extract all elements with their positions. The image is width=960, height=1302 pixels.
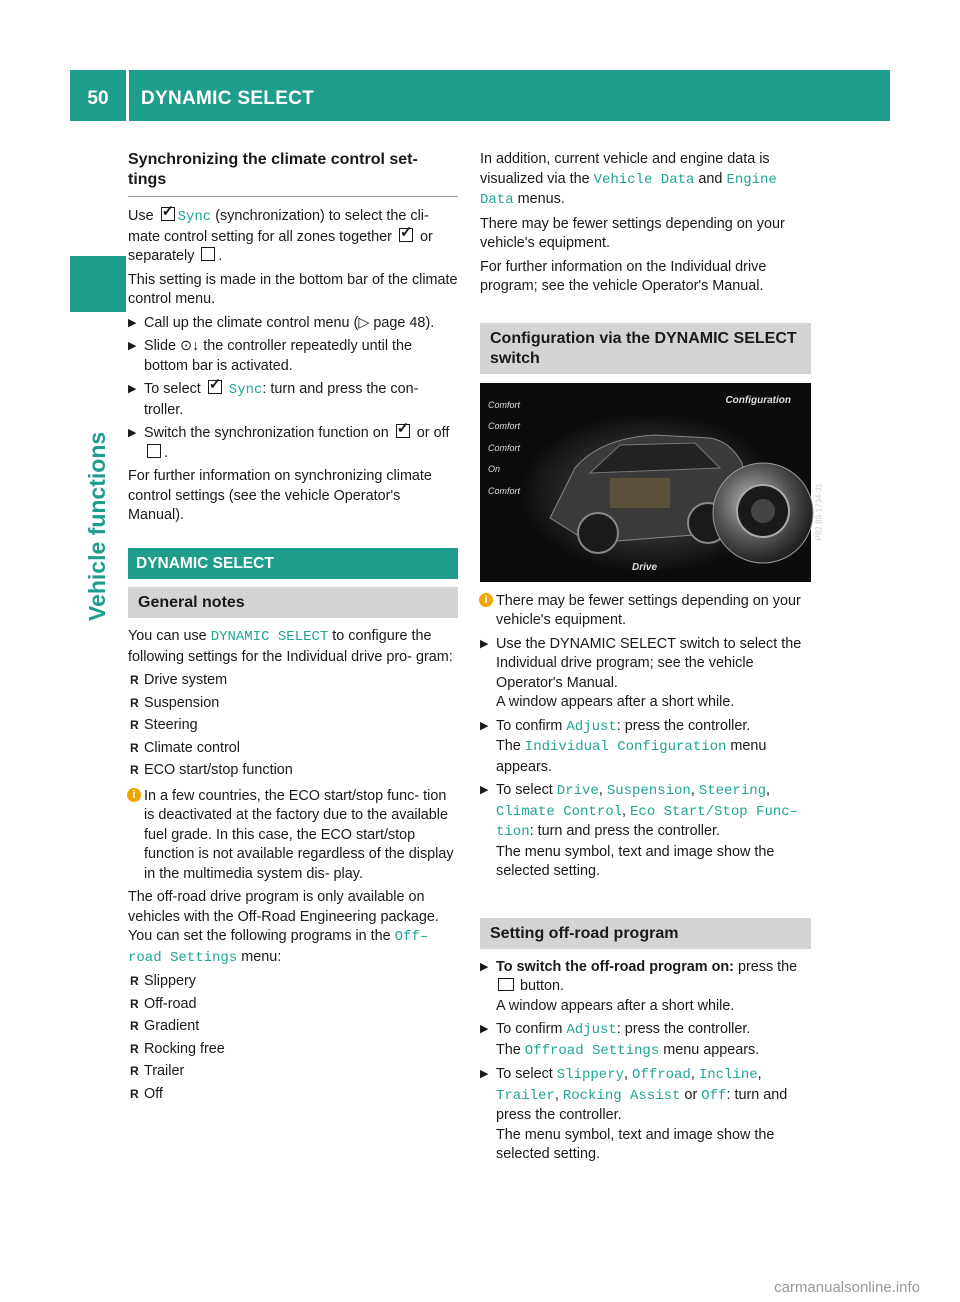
menu-term-slippery[interactable]: Slippery xyxy=(556,1067,625,1083)
menu-term-rocking-assist[interactable]: Rocking Assist xyxy=(562,1087,681,1104)
step-item: ▶ To select Drive, Suspension, Steering, Climate Control, Eco Start/Stop Func– tion: turn and press the controller. The menu symbol, text and image show the selected setting. xyxy=(480,781,811,882)
paragraph: For further information on synchronizing climate control settings (see the vehicle Operator's Manual). xyxy=(128,468,432,523)
header-separator xyxy=(126,70,129,121)
menu-term-engine-data[interactable]: Engine Data xyxy=(480,171,777,208)
info-note: i There may be fewer settings depending on your vehicle's equipment. xyxy=(480,592,811,631)
bullet-list-settings xyxy=(128,671,458,781)
menu-term-eco-start-stop[interactable]: Eco Start/Stop Func– tion xyxy=(496,803,799,840)
page-header xyxy=(70,70,890,121)
paragraph: In addition, current vehicle and engine data is visualized via the Vehicle Data and Engine Data menus. xyxy=(480,151,777,208)
menu-term-adjust[interactable]: Adjust xyxy=(566,718,617,735)
step-item: ▶ To select Slippery, Offroad, Incline, Trailer, Rocking Assist or Off: turn and press the controller. The menu symbol, text and image show the selected setting. xyxy=(480,1065,811,1165)
menu-term-sync[interactable]: Sync xyxy=(177,209,212,225)
checkbox-empty-icon xyxy=(201,247,215,261)
menu-item: Comfort xyxy=(488,442,521,453)
paragraph: You can set the following programs in the Off– road Settings menu: xyxy=(128,928,429,966)
menu-term-suspension[interactable]: Suspension xyxy=(606,783,691,799)
paragraph: The off-road drive program is only available on vehicles with the Off-Road Engineering package. xyxy=(128,889,439,925)
step-item: ▶ Slide ⊙↓ the controller repeatedly until the bottom bar is activated. xyxy=(128,337,458,376)
section-heading-sync: Synchronizing the climate control set- tings xyxy=(128,150,458,197)
info-note: i In a few countries, the ECO start/stop func- tion is deactivated at the factory due to the available fuel grade. In this case, the ECO start/stop function is not available regardless of the display in the multimedia system dis- play. xyxy=(128,787,458,885)
menu-term-sync[interactable]: Sync xyxy=(228,382,263,398)
list-item: R Suspension xyxy=(128,694,458,714)
sidebar xyxy=(70,121,126,1301)
list-item: R Climate control xyxy=(128,739,458,759)
menu-item: Comfort xyxy=(488,485,521,496)
image-code: P82.89-1734-31 xyxy=(814,482,823,540)
info-icon: i xyxy=(127,788,141,802)
paragraph: There may be fewer settings depending on your vehicle's equipment. xyxy=(480,215,785,251)
paragraph: For further information on the Individual drive program; see the vehicle Operator's Manual. xyxy=(480,258,767,294)
menu-term-offroad[interactable]: Offroad xyxy=(632,1067,691,1083)
step-item: ▶ Call up the climate control menu (▷ page 48). xyxy=(128,314,458,334)
paragraph: Use ✓Sync (synchronization) to select the cli- mate control setting for all zones together ✓ or separately . xyxy=(128,207,458,267)
configuration-screen-image xyxy=(480,383,823,582)
list-item: R Steering xyxy=(128,716,458,736)
drive-label: Drive xyxy=(632,562,658,573)
sidebar-label-wrap xyxy=(70,321,126,651)
menu-item: On xyxy=(488,464,501,474)
checkbox-checked-icon xyxy=(396,424,410,438)
step-item: ▶ To select ✓ Sync: turn and press the con- troller. xyxy=(128,380,458,420)
checkbox-checked-icon xyxy=(399,228,413,242)
list-item: R Drive system xyxy=(128,671,458,691)
drive-menu-list xyxy=(488,395,520,503)
bullet-list-programs xyxy=(128,972,458,1104)
controller-slide-icon: ⊙↓ xyxy=(180,338,200,354)
list-item: R Trailer xyxy=(128,1062,458,1082)
step-item: ▶ Switch the synchronization function on ✓ or off . xyxy=(128,424,458,463)
step-item: ▶ To confirm Adjust: press the controller. The Individual Configuration menu appears. xyxy=(480,717,811,778)
page-number: 50 xyxy=(87,88,109,109)
sidebar-label: Vehicle functions xyxy=(84,431,110,621)
step-item: ▶ To confirm Adjust: press the controller. The Offroad Settings menu appears. xyxy=(480,1020,811,1061)
list-item: R Gradient xyxy=(128,1017,458,1037)
section-heading-offroad: Setting off-road program xyxy=(480,918,811,949)
section-heading-configuration: Configuration via the DYNAMIC SELECT switch xyxy=(480,323,811,374)
offroad-button-icon xyxy=(498,978,514,991)
menu-term-steering[interactable]: Steering xyxy=(698,783,767,799)
menu-term-individual-configuration[interactable]: Individual Configuration xyxy=(524,739,727,755)
menu-term-off[interactable]: Off xyxy=(701,1087,727,1104)
menu-term-adjust[interactable]: Adjust xyxy=(566,1022,617,1038)
list-item: R ECO start/stop function xyxy=(128,761,458,781)
checkbox-empty-icon xyxy=(147,444,161,458)
checkbox-checked-icon xyxy=(161,207,175,221)
footer-watermark: carmanualsonline.info xyxy=(774,1279,920,1296)
list-item: R Off-road xyxy=(128,995,458,1015)
configuration-label: Configuration xyxy=(725,394,791,406)
left-column xyxy=(128,150,458,1107)
info-icon: i xyxy=(479,593,493,607)
menu-item: Comfort xyxy=(488,421,521,431)
right-column xyxy=(480,150,823,1169)
car-illustration xyxy=(480,383,811,582)
list-item: R Rocking free xyxy=(128,1040,458,1060)
menu-item: Comfort xyxy=(488,399,521,410)
step-item: ▶ To switch the off-road program on: press the button. A window appears after a short while. xyxy=(480,958,811,1017)
sidebar-marker xyxy=(70,256,126,312)
list-item: R Slippery xyxy=(128,972,458,992)
menu-term-trailer[interactable]: Trailer xyxy=(496,1087,555,1104)
paragraph: This setting is made in the bottom bar of the climate control menu. xyxy=(128,271,458,307)
menu-term-climate-control[interactable]: Climate Control xyxy=(496,803,623,820)
menu-term-offroad-settings[interactable]: Offroad Settings xyxy=(524,1042,660,1059)
subsection-general-notes: General notes xyxy=(128,587,458,618)
menu-term-dynamic-select[interactable]: DYNAMIC SELECT xyxy=(210,629,329,645)
menu-term-offroad-settings[interactable]: Off– road Settings xyxy=(128,929,429,966)
menu-term-incline[interactable]: Incline xyxy=(698,1067,758,1083)
header-title: DYNAMIC SELECT xyxy=(141,88,315,109)
paragraph: You can use DYNAMIC SELECT to configure the following settings for the Individual drive pro- gram: xyxy=(128,628,453,665)
list-item: R Off xyxy=(128,1085,458,1105)
checkbox-checked-icon xyxy=(208,380,222,394)
menu-term-vehicle-data[interactable]: Vehicle Data xyxy=(593,171,695,188)
step-item: ▶ Use the DYNAMIC SELECT switch to select the Individual drive program; see the vehicle Operator's Manual. A window appears after a short while. xyxy=(480,635,811,713)
section-band-dynamic-select: DYNAMIC SELECT xyxy=(128,548,458,580)
menu-term-drive[interactable]: Drive xyxy=(556,783,599,799)
